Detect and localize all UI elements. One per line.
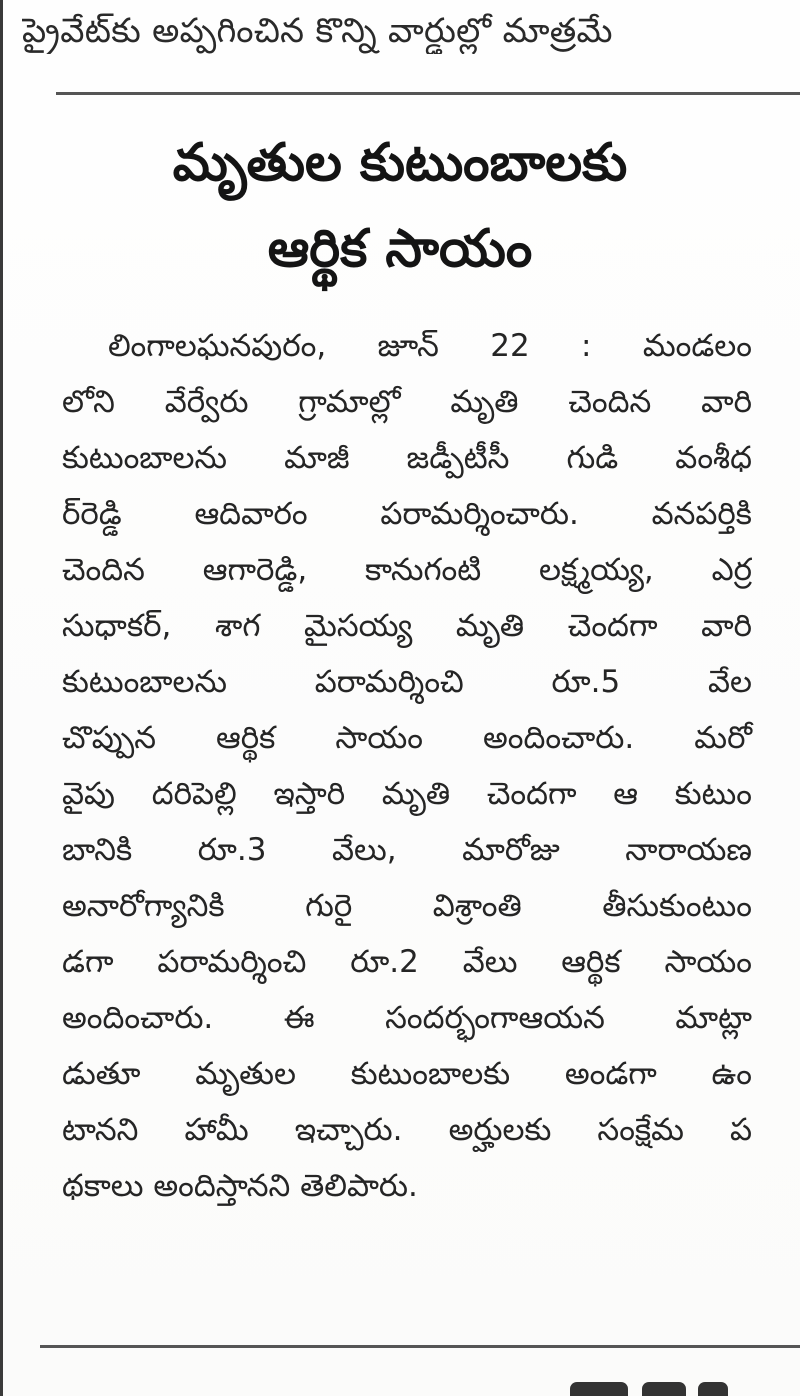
body-line: డగా పరామర్శించి రూ.2 వేలు ఆర్థిక సాయం [62, 944, 752, 980]
cropped-glyph-top [570, 1382, 628, 1396]
article-body [62, 318, 752, 1214]
body-line: అందించారు. ఈ సందర్భంగాఆయన మాట్లా [62, 1000, 752, 1036]
body-line: ర్‌రెడ్డి ఆదివారం పరామర్శించారు. వనపర్తికి [62, 496, 752, 532]
body-line: లోని వేర్వేరు గ్రామాల్లో మృతి చెందిన వారి [62, 384, 752, 420]
next-article-cropped-fragment [560, 1372, 760, 1396]
headline-line-2: ఆర్థిక సాయం [267, 219, 533, 279]
body-line: లింగాలఘనపురం, జూన్ 22 : మండలం [108, 328, 752, 364]
column-border [0, 0, 3, 1396]
top-divider [56, 92, 800, 95]
headline-line-1: మృతుల కుటుంబాలకు [172, 133, 628, 193]
body-line: కుటుంబాలను మాజీ జడ్పీటీసీ గుడి వంశీధ [62, 440, 752, 476]
body-line: వైపు దరిపెల్లి ఇస్తారి మృతి చెందగా ఆ కుటుం [62, 776, 752, 812]
body-line: కుటుంబాలను పరామర్శించి రూ.5 వేల [62, 664, 752, 700]
previous-article-tail: ప్రైవేట్‌కు అప్పగించిన కొన్ని వార్డుల్లో మాత్రమే [22, 11, 613, 51]
cropped-glyph-top [642, 1382, 686, 1396]
body-line: అనారోగ్యానికి గురై విశ్రాంతి తీసుకుంటుం [62, 888, 752, 924]
body-line: టానని హామీ ఇచ్చారు. అర్హులకు సంక్షేమ ప [62, 1112, 752, 1148]
cropped-glyph-top [698, 1382, 728, 1396]
body-line: సుధాకర్, శాగ మైసయ్య మృతి చెందగా వారి [62, 608, 752, 644]
body-line: చొప్పున ఆర్థిక సాయం అందించారు. మరో [62, 720, 752, 756]
body-line: డుతూ మృతుల కుటుంబాలకు అండగా ఉం [62, 1056, 752, 1092]
body-line: బానికి రూ.3 వేలు, మారోజు నారాయణ [62, 832, 752, 868]
body-line: చెందిన ఆగారెడ్డి, కానుగంటి లక్ష్మయ్య, ఎర్ర [62, 552, 752, 588]
body-line: థకాలు అందిస్తానని తెలిపారు. [62, 1168, 418, 1204]
bottom-divider [40, 1345, 800, 1348]
